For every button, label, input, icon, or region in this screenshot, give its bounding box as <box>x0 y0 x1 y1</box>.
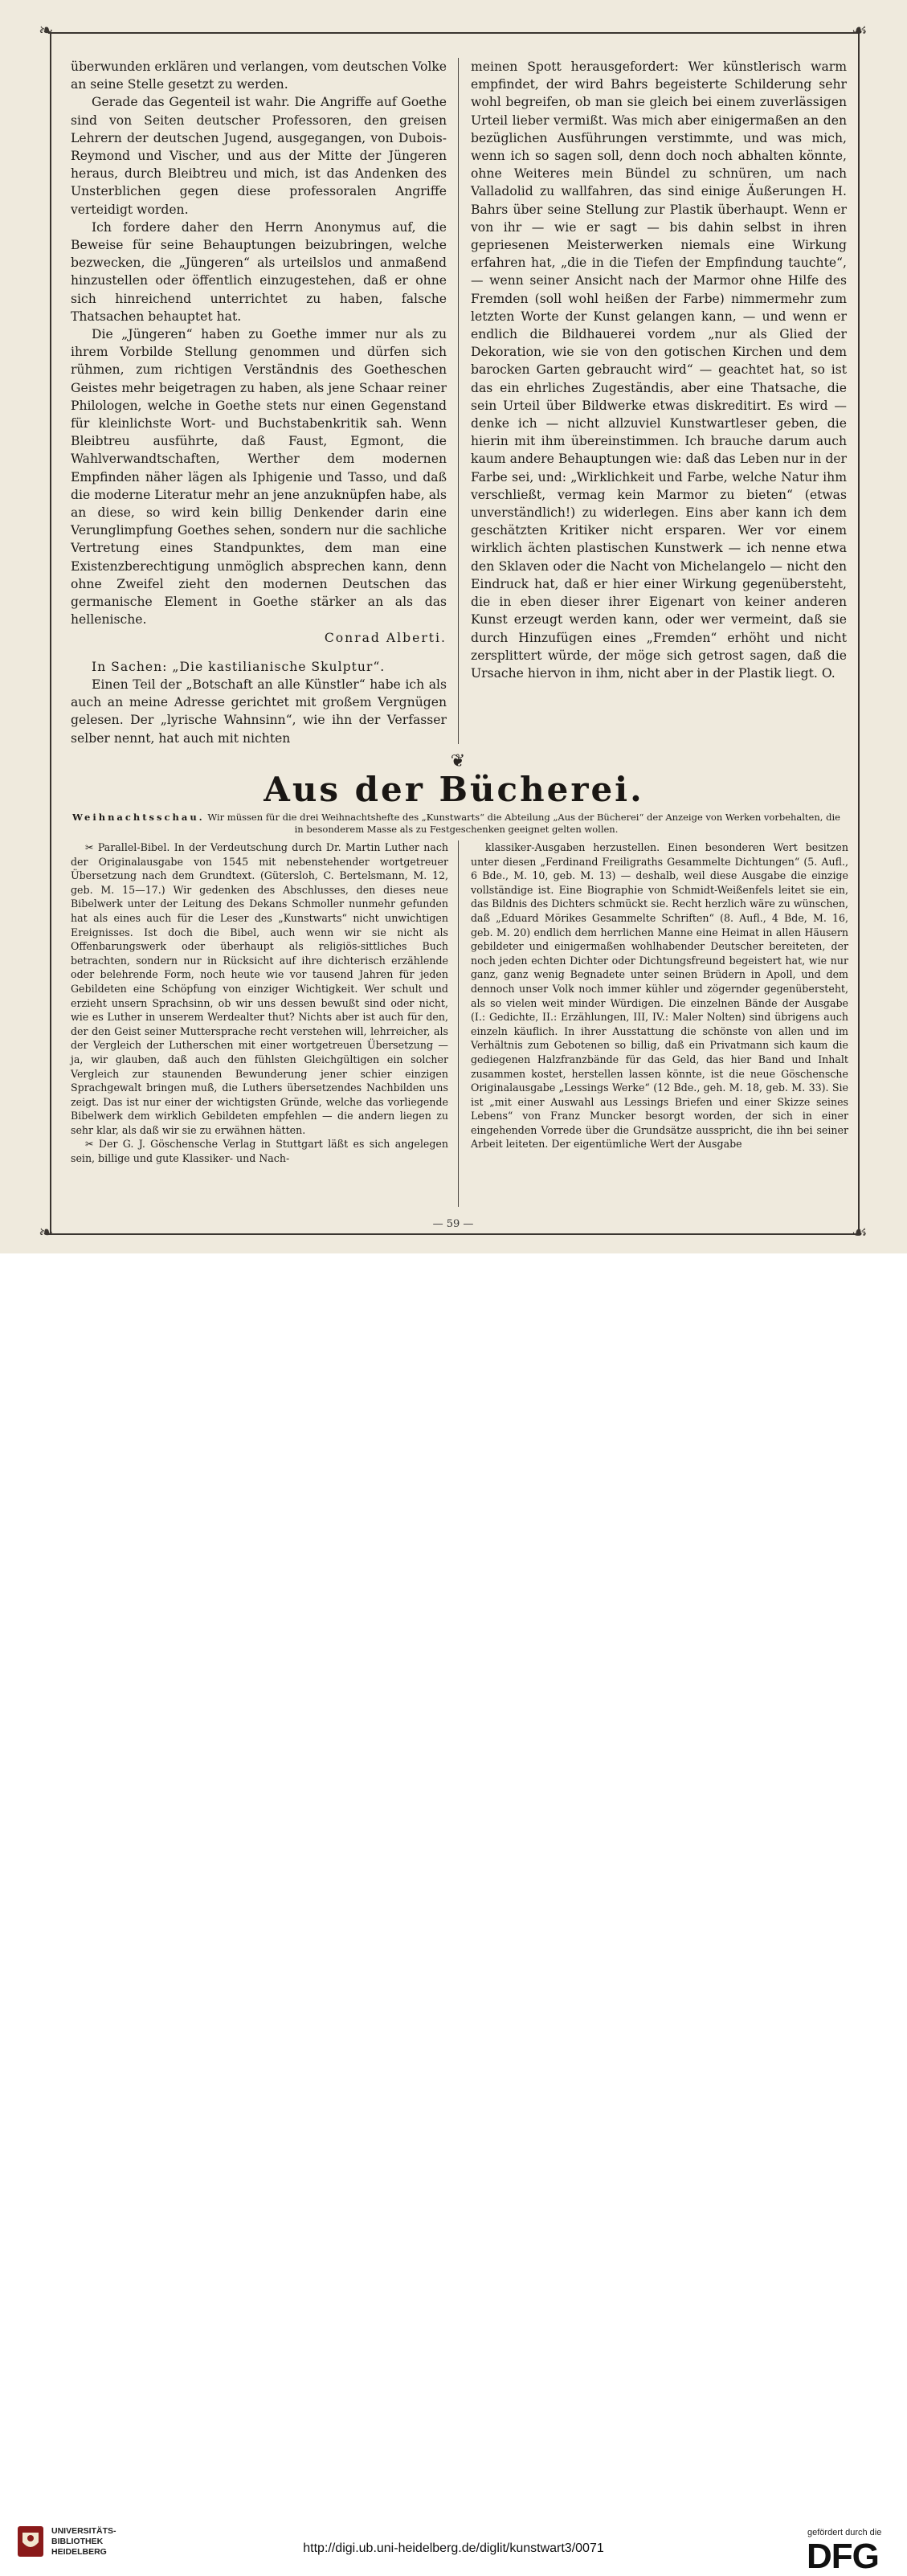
library-name-line: HEIDELBERG <box>51 2547 107 2557</box>
lower-left-column <box>71 840 448 1166</box>
column-divider <box>458 840 459 1207</box>
paragraph: überwunden erklären und verlangen, vom deutschen Volke an seine Stelle gesetzt zu werden. <box>71 59 447 92</box>
source-url-link[interactable]: http://digi.ub.uni-heidelberg.de/diglit/kunstwart3/0071 <box>303 2541 604 2555</box>
paragraph: klassiker-Ausgaben herzustellen. Einen besonderen Wert besitzen unter diesen „Ferdinand Freiligraths Gesammelte Dichtungen“ (5. Aufl., 6 Bde., M. 10, geb. M. 13) — deshalb, weil diese Ausgabe die einzige vollständige ist. Eine Biographie von Schmidt-Weißenfels leitet sie ein, das Bildnis des Dichters schmückt sie. Recht herzlich wäre zu wünschen, daß „Eduard Mörikes Gesammelte Schriften“ (8. Aufl., 4 Bde, M. 16, geb. M. 20) endlich dem herrlichen Manne eine Heimat in allen Häusern gebildeter und einigermaßen wohlhabender Deutscher bereiteten, der noch jeden echten Dichter oder Dichtungsfreund begeistert hat, wie nur ganz, ganz wenig Begnadete unter seinen Brüdern in Apoll, und dem dennoch unser Volk noch immer kühler und zögernder gegenübersteht, als so vielen weit minder Würdigen. Die einzelnen Bände der Ausgabe (I.: Gedichte, II.: Erzählungen, III, IV.: Maler Nolten) sind übrigens auch einzeln käuflich. In ihrer Ausstattung die schönste von allen und im Verhältnis zum Gebotenen so billig, daß ein Privatmann sich kaum die gediegenen Halzfranzbände für das Geld, das hier Band und Inhalt zusammen kostet, herstellen lassen könnte, ist die neue Göschensche Originalausgabe „Lessings Werke“ (12 Bde., geh. M. 18, geb. M. 33). Sie ist „mit einer Auswahl aus Lessings Briefen und einer Skizze seines Lebens“ von Franz Muncker besorgt worden, der sich in einer eingehenden Vorrede über die Grundsätze ausspricht, die ihn bei seiner Arbeit leiteten. Der eigentümliche Wert der Ausgabe <box>471 841 848 1151</box>
corner-ornament-icon: ❧ <box>39 21 54 41</box>
intro-label: Weihnachtsschau. <box>72 812 205 823</box>
section-intro <box>71 812 842 836</box>
paragraph: Gerade das Gegenteil ist wahr. Die Angriffe auf Goethe sind von Seiten deutscher Professoren, den greisen Lehrern der deutschen Jugend, ausgegangen, von Dubois-Reymond und Vischer, und aus der Mitte der Jüngeren heraus, durch Bleibtreu und mich, ist das Andenken des Unsterblichen gegen diese professoralen Angriffe verteidigt worden. <box>71 95 447 217</box>
section-headline: Aus der Bücherei. <box>264 770 644 809</box>
paragraph: meinen Spott herausgefordert: Wer künstlerisch warm empfindet, der wird Bahrs begeisterte Schilderung sehr wohl begreifen, ob man sie gleich bei einem zuverlässigen Urteil lieber vermißt. Was mich aber einigermaßen an den bezüglichen Ausführungen verstimmte, und was mich, wenn ich so sagen soll, denn doch noch abhalten könnte, ohne Weiteres mein Bündel zu schnüren, um nach Valladolid zu wallfahren, das sind einige Äußerungen H. Bahrs über seine Stellung zur Plastik überhaupt. Wenn er von ihr — wie er sagt — bis dahin selbst in ihren gepriesenen Meisterwerken niemals eine Wirkung erfahren hat, „die in die Tiefen der Empfindung tauchte“, — wenn seiner Ansicht nach der Marmor ohne Hilfe des Fremden (soll wohl heißen der Farbe) nimmermehr zum letzten Worte der Kunst gelangen kann, — und wenn er endlich die Bildhauerei vordem „nur als Glied der Dekoration, wie sie von den gotischen Kirchen und dem barocken Garten gebraucht wird“ — geachtet hat, so ist das ein ehrliches Zugeständis, aber eine Thatsache, die sein Urteil über Bildwerke etwas diskreditirt. Es wird — denke ich — nicht allzuviel Kunstwartleser geben, die hierin mit ihm übereinstimmen. Ich brauche darum auch kaum andere Behauptungen wie: daß das Leben nur in der Farbe sei, und: „Wirklichkeit und Farbe, welche Natur ihm verschließt, vermag kein Marmor zu bieten“ (etwas unverständlich!) zu widerlegen. Eins aber kann ich dem geschätzten Kritiker nicht ersparen. Wer vor einem wirklich ächten plastischen Kunstwerk — ich nenne etwa den Sklaven oder die Nacht von Michelangelo — nicht den Eindruck hat, daß er hier einer Wirkung gegenübersteht, die in eben dieser ihrer Eigenart von keiner anderen Kunst erzeugt werden kann, oder wer vermeint, daß sie durch Hinzufügen eines „Fremden“ erhöht und nicht zersplittert würde, der möge sich getrost sagen, daß die Ursache hiervon in ihm, nicht aber in der Plastik liegt. O. <box>471 59 847 681</box>
section-heading: In Sachen: „Die kastilianische Skulptur“. <box>92 659 386 674</box>
page-border-top <box>48 32 860 34</box>
corner-ornament-icon: ☙ <box>852 21 868 41</box>
corner-ornament-icon: ☙ <box>852 1223 868 1243</box>
dfg-logo: DFG <box>807 2537 879 2576</box>
page-number: — 59 — <box>432 1218 474 1230</box>
page-border-right <box>858 32 860 1233</box>
signature: Conrad Alberti. <box>324 630 447 645</box>
paragraph: Die „Jüngeren“ haben zu Goethe immer nur als zu ihrem Vorbilde Stellung genommen und dürfen sich rühmen, zum richtigen Verständnis des Goetheschen Geistes mehr beigetragen zu haben, als jene Schaar reiner Philologen, welche in Goethe stets nur einen Gegenstand für kleinlichste Wort- und Buchstabenkritik sah. Wenn Bleibtreu ausführte, daß Faust, Egmont, die Wahlverwandtschaften, Werther dem modernen Empfinden näher lägen als Iphigenie und Tasso, und daß die moderne Literatur mehr an jene anzuknüpfen habe, als an diese, so wird kein billig Denkender darin eine Verunglimpfung Goethes sehen, sondern nur die sachliche Vertretung eines Standpunktes, dem man eine Existenzberechtigung unmöglich absprechen kann, denn ohne Zweifel zieht den modernen Deutschen das germanische Element in Goethe stärker an als das hellenische. <box>71 327 447 628</box>
paragraph: Ich fordere daher den Herrn Anonymus auf, die Beweise für seine Behauptungen beizubringen, welche bezwecken, die „Jüngeren“ als urteilslos und anmaßend hinzustellen oder öffentlich einzugestehen, daß er ohne sich hinreichend unterrichtet zu haben, falsche Thatsachen behauptet hat. <box>71 219 447 324</box>
corner-ornament-icon: ❧ <box>39 1223 54 1243</box>
paragraph: ✂ Parallel-Bibel. In der Verdeutschung durch Dr. Martin Luther nach der Originalausgabe von 1545 mit nebenstehender wortgetreuer Übersetzung nach dem Grundtext. (Gütersloh, C. Bertelsmann, M. 12, geb. M. 15—17.) Wir gedenken des Abschlusses, den dieses neue Bibelwerk unter der Leitung des Dekans Schmoller nunmehr gefunden hat als eines auch für die Leser des „Kunstwarts“ nicht unwichtigen Ereignisses. Ist doch die Bibel, auch wenn wir sie nicht als Offenbarungswerk oder überhaupt als religiös-sittliches Buch betrachten, sondern nur in Rücksicht auf ihre dichterisch erzählende oder belehrende Form, noch heute wie vor tausend Jahren für jeden Gebildeten eine Schöpfung von einziger Wichtigkeit. Wer schult und erzieht unsern Sprachsinn, ob wir uns dessen bewußt sind oder nicht, wie es Luther in unserem Werdealter thut? Nichts aber ist auch für den, der den Geist seiner Muttersprache recht verstehen will, lehrreicher, als der Vergleich der Lutherschen mit einer wortgetreuen Übersetzung — ja, wir glauben, daß auch den fühlsten Gleichgültigen ein solcher Vergleich zur staunenden Bewunderung jener schier einzigen Sprachgewalt bringen muß, die Luthers übersetzendes Nachbilden uns zeigt. Das ist nur einer der wichtigsten Gründe, welche das vorliegende Bibelwerk dem wirklich Gebildeten empfehlen — die andern liegen zu sehr klar, als daß wir sie zu erwähnen hätten. <box>71 841 448 1136</box>
page-border-left <box>50 32 51 1233</box>
intro-text: Wir müssen für die drei Weihnachtshefte des „Kunstwarts“ die Abteilung „Aus der Bücherei“ der Anzeige von Werken vorbehalten, die in besonderem Masse als zu Festgeschenken geeignet gelten wollen. <box>207 812 840 835</box>
scanned-page <box>0 0 907 1253</box>
paragraph: ✂ Der G. J. Göschensche Verlag in Stuttgart läßt es sich angelegen sein, billige und gute Klassiker- und Nach- <box>71 1138 448 1165</box>
left-column <box>71 58 447 747</box>
section-ornament-icon: ❦ <box>450 751 466 771</box>
dfg-caption: gefördert durch die <box>807 2528 882 2537</box>
paragraph: Einen Teil der „Botschaft an alle Künstler“ habe ich als auch an meine Adresse gerichtet mit großem Vergnügen gelesen. Der „lyrische Wahnsinn“, wie ihn der Verfasser selber nennt, hat auch mit nichten <box>71 677 447 746</box>
library-name-line: UNIVERSITÄTS- <box>51 2526 116 2536</box>
page-border-bottom <box>48 1233 860 1235</box>
library-name-line: BIBLIOTHEK <box>51 2537 104 2546</box>
footer-bar <box>0 1253 907 2576</box>
column-divider <box>458 58 459 744</box>
right-column <box>471 58 847 682</box>
lower-right-column <box>471 840 848 1151</box>
